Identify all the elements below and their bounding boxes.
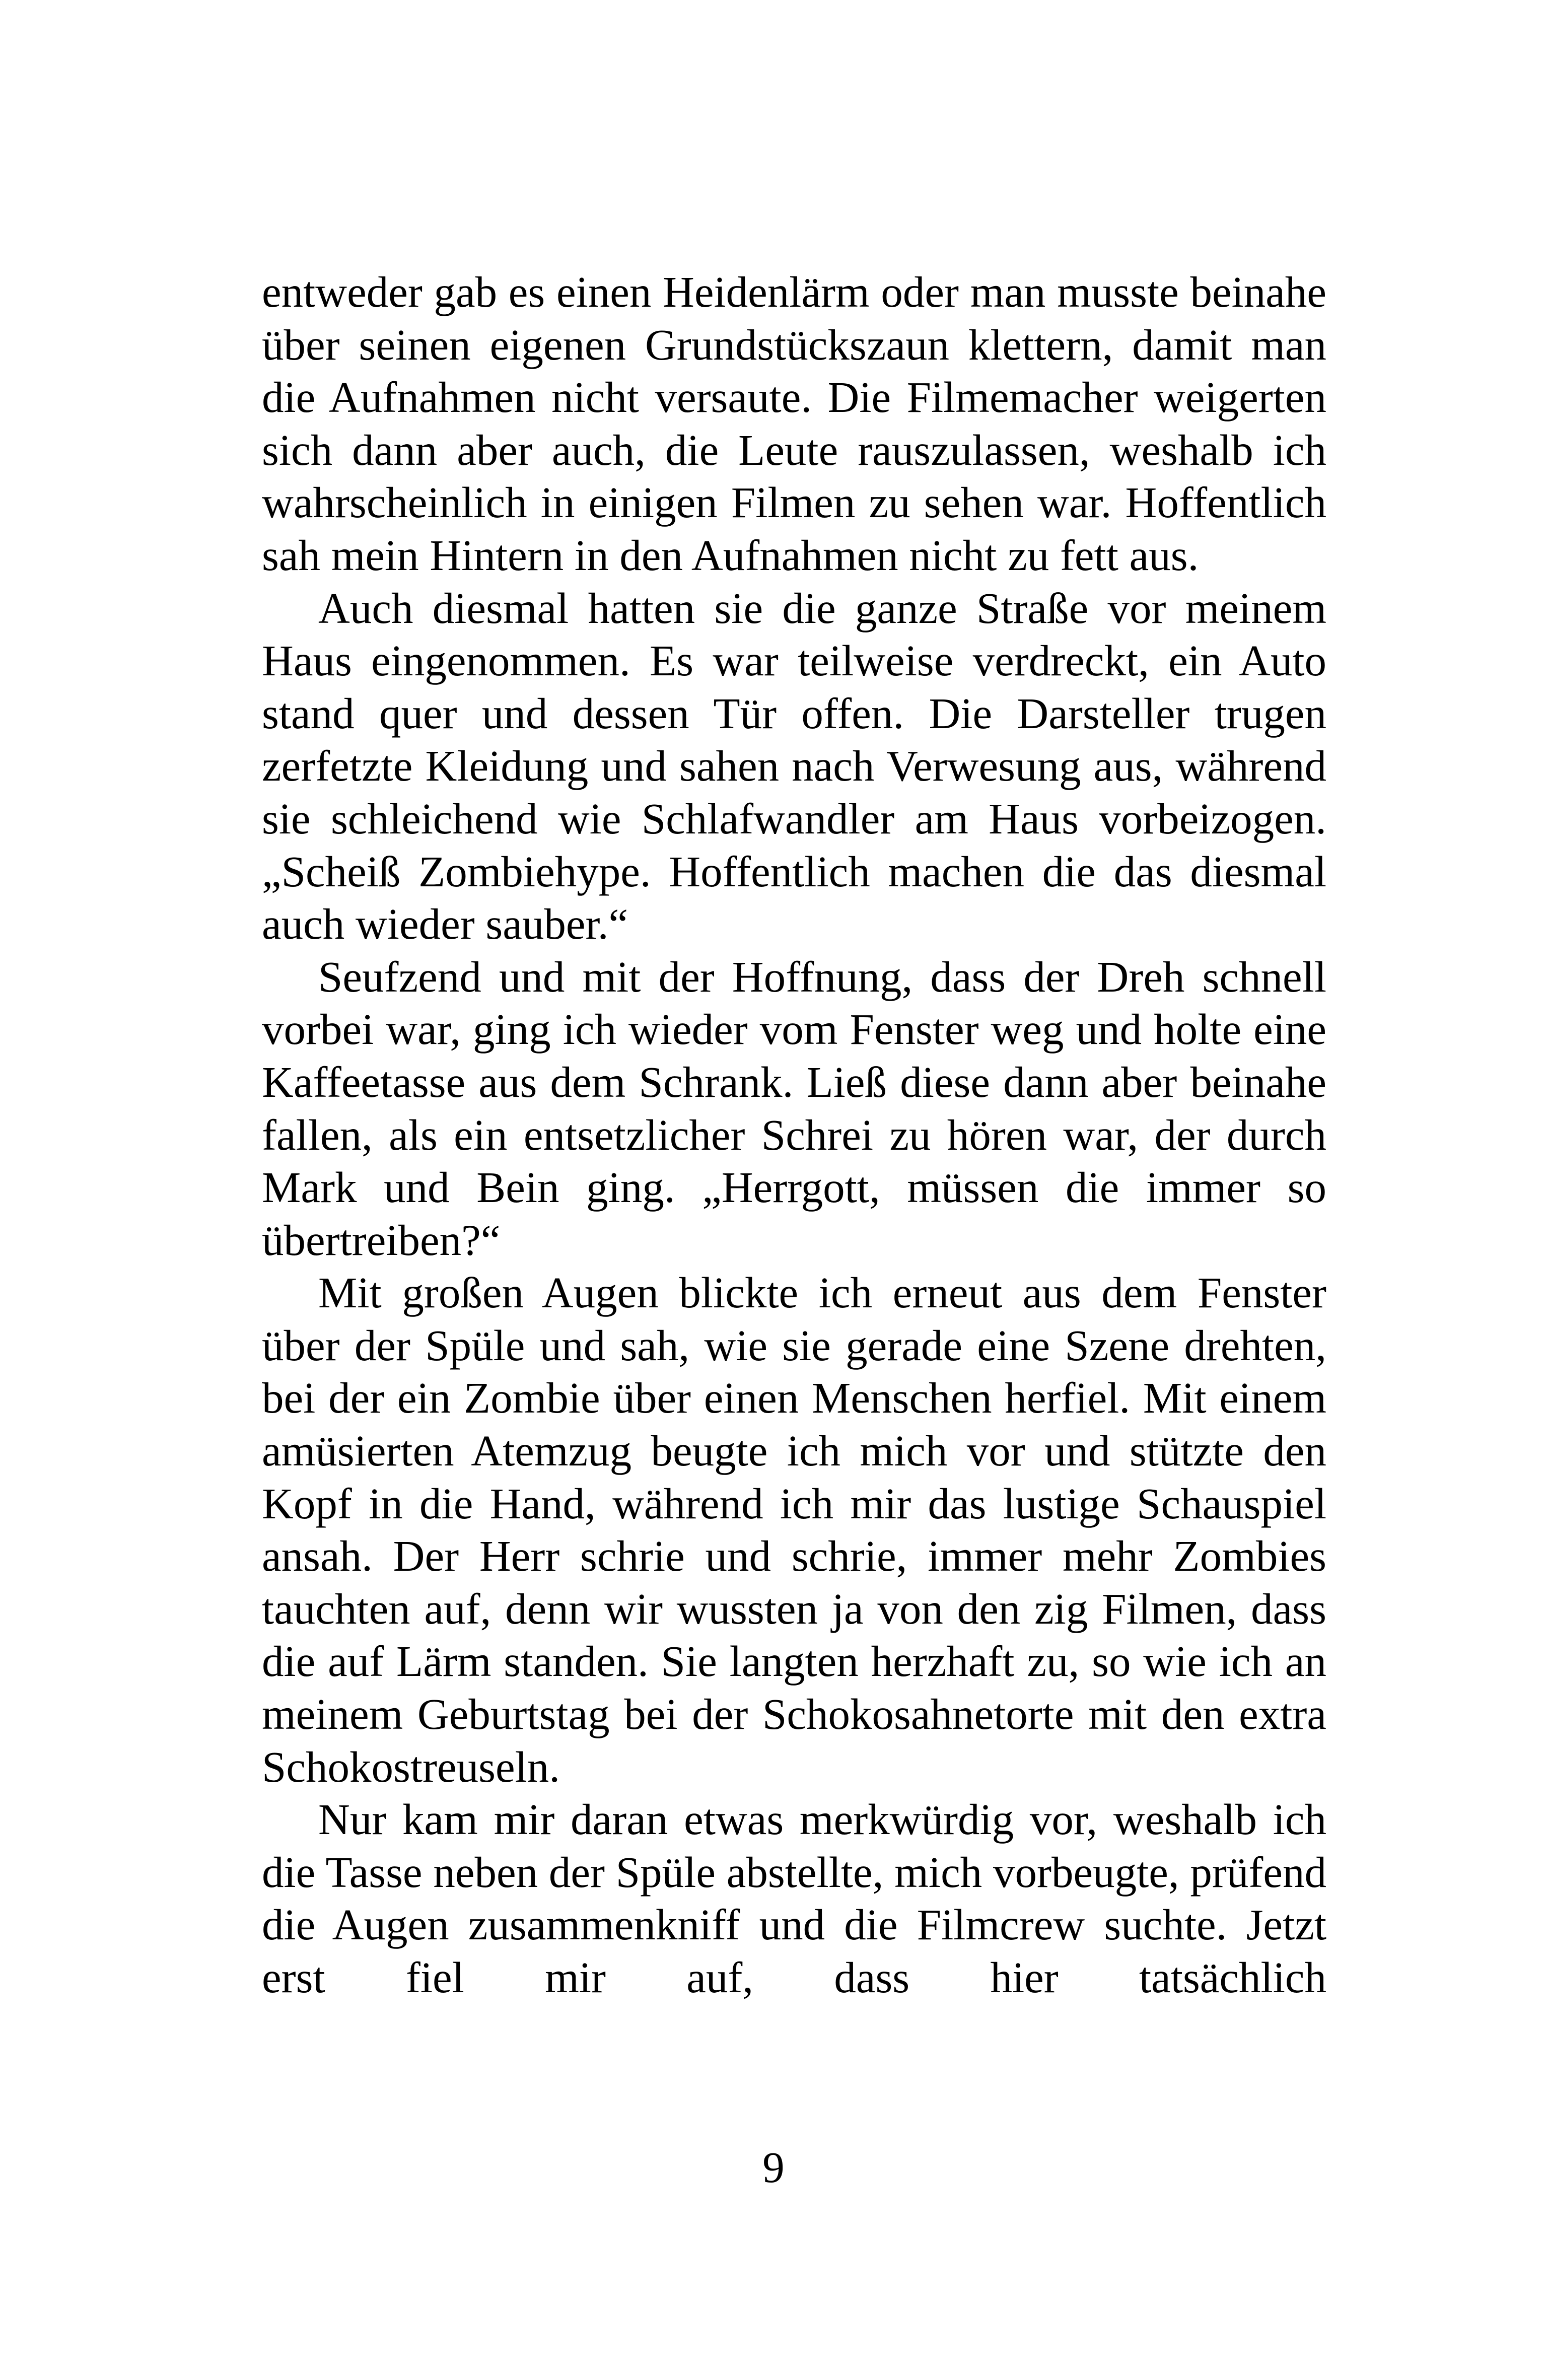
paragraph-3: Seufzend und mit der Hoffnung, dass der Dreh schnell vorbei war, ging ich wieder vom Fenster weg und holte eine Kaffeetasse aus dem Schrank. Ließ diese dann aber beinahe fallen, als ein entsetzlicher Schrei zu hören war, der durch Mark und Bein ging. „Herrgott, müssen die immer so übertreiben?“: [262, 952, 1326, 1265]
paragraph-5: Nur kam mir daran etwas merkwürdig vor, weshalb ich die Tasse neben der Spüle abstellte, mich vorbeugte, prüfend die Augen zusammenkniff und die Filmcrew suchte. Jetzt erst fiel mir auf, dass hier tatsächlich: [262, 1795, 1326, 2002]
page-number: 9: [762, 2143, 785, 2192]
paragraph-1: entweder gab es einen Heidenlärm oder man musste beinahe über seinen eigenen Grundstückszaun klettern, damit man die Aufnahmen nicht versaute. Die Filmemacher weigerten sich dann aber auch, die Leute rauszulassen, weshalb ich wahrscheinlich in einigen Filmen zu sehen war. Hoffentlich sah mein Hintern in den Aufnahmen nicht zu fett aus.: [262, 267, 1326, 580]
body-text: [262, 266, 1326, 2004]
paragraph-2: Auch diesmal hatten sie die ganze Straße vor meinem Haus eingenommen. Es war teilweise verdreckt, ein Auto stand quer und dessen Tür offen. Die Darsteller trugen zerfetzte Kleidung und sahen nach Verwesung aus, während sie schleichend wie Schlafwandler am Haus vorbeizogen. „Scheiß Zombiehype. Hoffentlich machen die das diesmal auch wieder sauber.“: [262, 583, 1326, 949]
paragraph-4: Mit großen Augen blickte ich erneut aus dem Fenster über der Spüle und sah, wie sie gerade eine Szene drehten, bei der ein Zombie über einen Menschen herfiel. Mit einem amüsierten Atemzug beugte ich mich vor und stützte den Kopf in die Hand, während ich mir das lustige Schauspiel ansah. Der Herr schrie und schrie, immer mehr Zombies tauchten auf, denn wir wussten ja von den zig Filmen, dass die auf Lärm standen. Sie langten herzhaft zu, so wie ich an meinem Geburtstag bei der Schokosahnetorte mit den extra Schokostreuseln.: [262, 1268, 1326, 1791]
